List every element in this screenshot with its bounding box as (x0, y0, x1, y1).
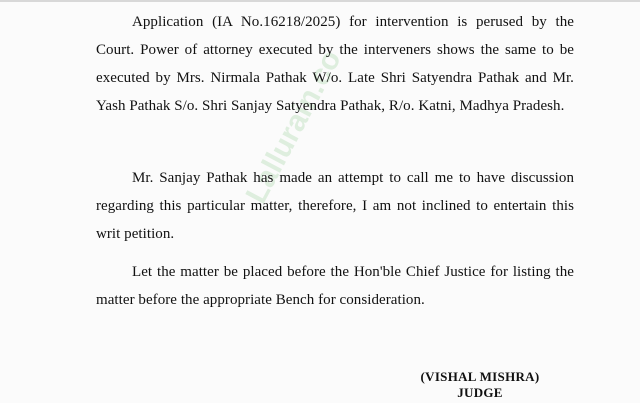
signature-name: (VISHAL MISHRA) (420, 369, 540, 384)
paragraph-intervention-application: Application (IA No.16218/2025) for intervention is perused by the Court. Power of attorney executed by the interveners shows the same to be executed by Mrs. Nirmala Pathak W/o. Late Shri Satyendra Pathak and Mr. Yash Pathak S/o. Shri Sanjay Satyendra Pathak, R/o. Katni, Madhya Pradesh. (96, 14, 574, 114)
signature-title: JUDGE (457, 385, 503, 400)
page-top-edge (0, 0, 640, 2)
watermark-logo: Lallurain.co (239, 44, 348, 209)
paragraph-listing-direction: Let the matter be placed before the Hon'ble Chief Justice for listing the matter before the appropriate Bench for consideration. (96, 264, 574, 308)
paragraph-attempt-to-call: Mr. Sanjay Pathak has made an attempt to call me to have discussion regarding this particular matter, therefore, I am not inclined to entertain this writ petition. (96, 170, 574, 242)
